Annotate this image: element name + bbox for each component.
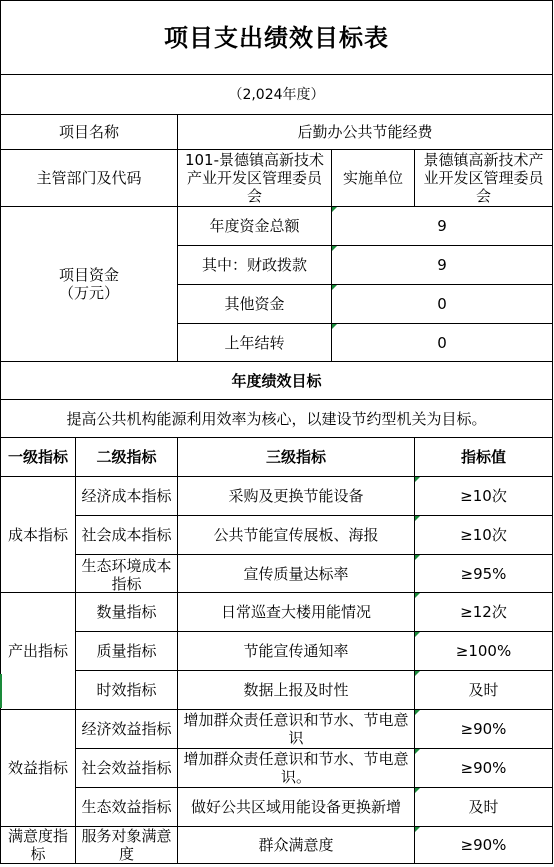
header-value: 指标值 — [415, 438, 553, 477]
impl-unit-value: 景德镇高新技术产业开发区管理委员会 — [415, 150, 553, 207]
level3-cell: 增加群众责任意识和节水、节电意识。 — [178, 749, 415, 788]
level2-text: 生态环境成本指标 — [81, 556, 172, 591]
funds-label: 项目资金 （万元） — [1, 207, 178, 362]
goal-text: 提高公共机构能源利用效率为核心，以建设节约型机关为目标。 — [1, 400, 553, 438]
fund-row-value: 0 — [332, 285, 553, 324]
fund-row-value: 9 — [332, 246, 553, 285]
level1-satisfaction: 满意度指标 — [1, 827, 76, 864]
level3-cell: 采购及更换节能设备 — [178, 477, 415, 516]
value-cell: ≥10次 — [415, 477, 553, 516]
fund-row-label: 其中：财政拨款 — [178, 246, 332, 285]
page-title: 项目支出绩效目标表 — [1, 1, 553, 75]
fund-row-label: 其他资金 — [178, 285, 332, 324]
level2-cell: 经济效益指标 — [76, 710, 178, 749]
value-cell: ≥90% — [415, 749, 553, 788]
level2-cell: 社会成本指标 — [76, 516, 178, 555]
value-cell: ≥10次 — [415, 516, 553, 555]
level2-cell: 经济成本指标 — [76, 477, 178, 516]
value-cell: ≥12次 — [415, 593, 553, 632]
level2-cell — [76, 555, 178, 593]
level3-cell: 公共节能宣传展板、海报 — [178, 516, 415, 555]
value-cell: ≥100% — [415, 632, 553, 671]
level2-cell: 数量指标 — [76, 593, 178, 632]
level3-cell: 宣传质量达标率 — [178, 555, 415, 593]
level1-output: 产出指标 — [1, 593, 76, 710]
impl-unit-label: 实施单位 — [332, 150, 415, 207]
level2-cell: 质量指标 — [76, 632, 178, 671]
level2-cell: 生态效益指标 — [76, 788, 178, 827]
cell-selection-marker — [0, 674, 2, 708]
level2-cell: 服务对象满意度 — [76, 827, 178, 864]
level3-cell: 数据上报及时性 — [178, 671, 415, 710]
level1-benefit: 效益指标 — [1, 710, 76, 827]
level2-cell: 社会效益指标 — [76, 749, 178, 788]
fund-row-value: 9 — [332, 207, 553, 246]
value-cell: ≥95% — [415, 555, 553, 593]
dept-value: 101-景德镇高新技术产业开发区管理委员会 — [178, 150, 332, 207]
level3-cell: 日常巡查大楼用能情况 — [178, 593, 415, 632]
value-cell: 及时 — [415, 671, 553, 710]
level3-cell: 增加群众责任意识和节水、节电意识 — [178, 710, 415, 749]
header-level1: 一级指标 — [1, 438, 76, 477]
level3-cell: 群众满意度 — [178, 827, 415, 864]
level1-cost: 成本指标 — [1, 477, 76, 593]
project-name-label: 项目名称 — [1, 115, 178, 150]
year-label: （2,024年度） — [1, 75, 553, 115]
level2-cell: 时效指标 — [76, 671, 178, 710]
header-level2: 二级指标 — [76, 438, 178, 477]
header-level3: 三级指标 — [178, 438, 415, 477]
level3-cell: 做好公共区域用能设备更换新增 — [178, 788, 415, 827]
dept-label: 主管部门及代码 — [1, 150, 178, 207]
value-cell: ≥90% — [415, 710, 553, 749]
fund-row-value: 0 — [332, 324, 553, 362]
value-cell: ≥90% — [415, 827, 553, 864]
fund-row-label: 年度资金总额 — [178, 207, 332, 246]
value-cell: 及时 — [415, 788, 553, 827]
goal-header: 年度绩效目标 — [1, 362, 553, 400]
level3-cell: 节能宣传通知率 — [178, 632, 415, 671]
fund-row-label: 上年结转 — [178, 324, 332, 362]
project-name-value: 后勤办公共节能经费 — [178, 115, 553, 150]
